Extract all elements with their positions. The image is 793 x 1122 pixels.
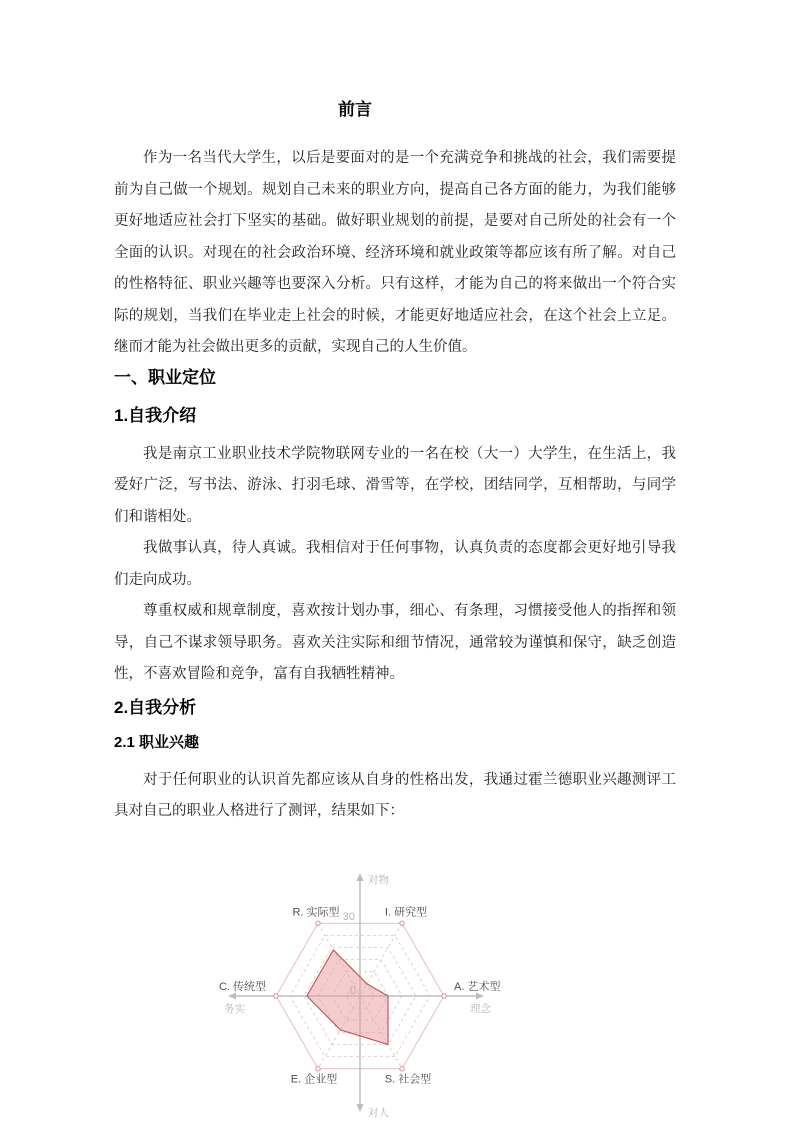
svg-text:R. 实际型: R. 实际型 <box>292 906 340 919</box>
svg-text:对人: 对人 <box>368 1107 389 1119</box>
radar-chart-svg <box>200 868 500 1120</box>
svg-text:0: 0 <box>349 985 356 997</box>
heading-self-introduction: 1.自我介绍 <box>114 405 197 425</box>
svg-text:I. 研究型: I. 研究型 <box>384 906 428 919</box>
preface-paragraph: 作为一名当代大学生，以后是要面对的是一个充满竞争和挑战的社会，我们需要提前为自己做一个规划。规划自己未来的职业方向，提高自己各方面的能力，为我们能够更好地适应社会打下坚实的基础。做好职业规划的前提，是要对自己所处的社会有一个全面的认识。对现在的社会政治环境、经济环境和就业政策等都应该有所了解。对自己的性格特征、职业兴趣等也要深入分析。只有这样，才能为自己的将来做出一个符合实际的规划，当我们在毕业走上社会的时候，才能更好地适应社会，在这个社会上立足。继而才能为社会做出更多的贡献，实现自己的人生价值。 <box>114 150 676 355</box>
svg-text:C. 传统型: C. 传统型 <box>218 981 266 993</box>
holland-radar-chart <box>200 868 500 1120</box>
career-interest-paragraph: 对于任何职业的认识首先都应该从自身的性格出发，我通过霍兰德职业兴趣测评工具对自己的职业人格进行了测评，结果如下： <box>114 771 676 819</box>
svg-text:理念: 理念 <box>470 1003 491 1015</box>
heading-career-positioning: 一、职业定位 <box>114 367 216 387</box>
svg-text:对物: 对物 <box>368 874 389 886</box>
svg-text:A. 艺术型: A. 艺术型 <box>454 981 500 993</box>
svg-text:30: 30 <box>342 911 355 923</box>
self-intro-paragraph-1: 我是南京工业职业技术学院物联网专业的一名在校（大一）大学生，在生活上，我爱好广泛，写书法、游泳、打羽毛球、滑雪等，在学校，团结同学，互相帮助，与同学们和谐相处。 <box>114 445 676 525</box>
heading-career-interest: 2.1 职业兴趣 <box>114 733 200 751</box>
svg-text:S. 社会型: S. 社会型 <box>384 1073 432 1086</box>
document-content <box>114 0 676 828</box>
heading-self-analysis: 2.自我分析 <box>114 697 197 717</box>
self-intro-paragraph-2: 我做事认真，待人真诚。我相信对于任何事物，认真负责的态度都会更好地引导我们走向成功。 <box>114 540 676 588</box>
svg-text:务实: 务实 <box>224 1003 245 1015</box>
self-intro-paragraph-3: 尊重权威和规章制度，喜欢按计划办事，细心、有条理，习惯接受他人的指挥和领导，自己不谋求领导职务。喜欢关注实际和细节情况，通常较为谨慎和保守，缺乏创造性，不喜欢冒险和竞争，富有自我牺牲精神。 <box>114 603 676 682</box>
document-title: 前言 <box>338 100 372 119</box>
svg-text:E. 企业型: E. 企业型 <box>290 1073 338 1086</box>
